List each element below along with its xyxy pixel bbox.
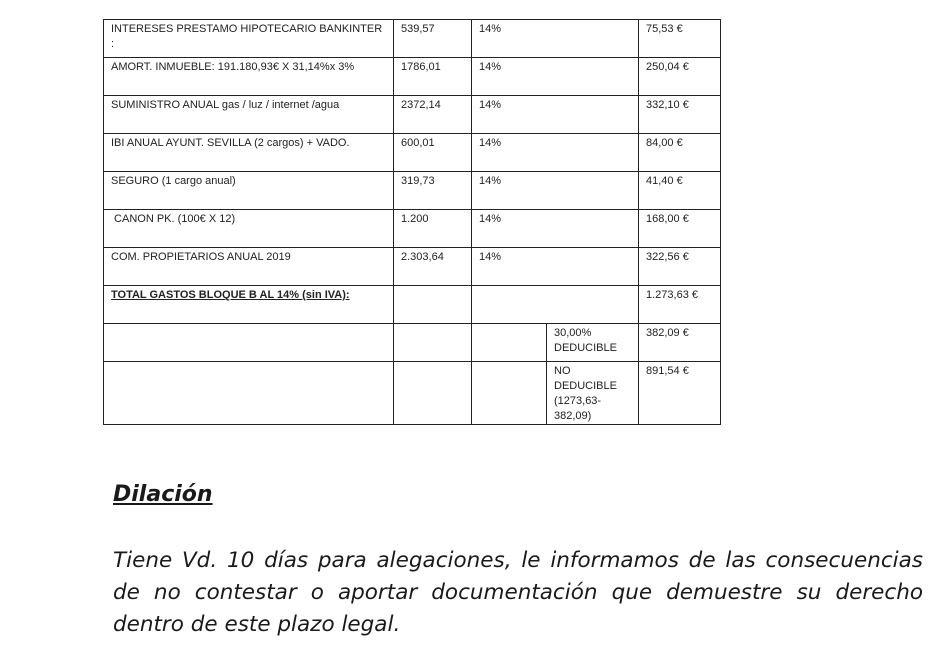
percent-cell: 14% — [472, 248, 639, 286]
body-paragraph: Tiene Vd. 10 días para alegaciones, le informamos de las consecuencias de no contestar o aportar documentación que demuestre su derecho dentro de este plazo legal. — [113, 548, 923, 637]
total-label: TOTAL GASTOS BLOQUE B AL 14% (sin IVA): — [111, 289, 350, 301]
total-cell: 41,40 € — [639, 172, 721, 210]
deducible-row — [104, 324, 721, 362]
empty-subcell — [472, 324, 547, 361]
empty-cell — [394, 362, 472, 425]
amount-cell: 600,01 — [394, 134, 472, 172]
no-deducible-total-cell: 891,54 € — [639, 362, 721, 425]
concept-cell: INTERESES PRESTAMO HIPOTECARIO BANKINTER : — [104, 20, 394, 58]
table-row — [104, 134, 721, 172]
empty-cell — [104, 362, 394, 425]
no-deducible-split-cell — [472, 362, 639, 425]
deducible-split-cell — [472, 324, 639, 362]
amount-cell: 1.200 — [394, 210, 472, 248]
percent-cell: 14% — [472, 96, 639, 134]
concept-cell: AMORT. INMUEBLE: 191.180,93€ X 31,14%x 3% — [104, 58, 394, 96]
amount-cell: 539,57 — [394, 20, 472, 58]
total-cell: 84,00 € — [639, 134, 721, 172]
total-cell: 168,00 € — [639, 210, 721, 248]
deducible-label: 30,00% DEDUCIBLE — [554, 327, 617, 354]
concept-cell: IBI ANUAL AYUNT. SEVILLA (2 cargos) + VADO. — [104, 134, 394, 172]
table-row — [104, 248, 721, 286]
amount-cell: 319,73 — [394, 172, 472, 210]
percent-cell: 14% — [472, 172, 639, 210]
percent-cell: 14% — [472, 210, 639, 248]
no-deducible-row — [104, 362, 721, 425]
percent-cell: 14% — [472, 134, 639, 172]
no-deducible-label-line1: NO DEDUCIBLE — [554, 365, 617, 392]
table-row — [104, 210, 721, 248]
total-label-cell — [104, 286, 394, 324]
table-row — [104, 96, 721, 134]
expense-table — [103, 19, 721, 425]
empty-cell — [104, 324, 394, 362]
section-title: Dilación — [113, 482, 213, 507]
concept-cell: SUMINISTRO ANUAL gas / luz / internet /agua — [104, 96, 394, 134]
table-row — [104, 58, 721, 96]
empty-cell — [394, 324, 472, 362]
empty-subcell — [472, 362, 547, 424]
amount-cell: 2.303,64 — [394, 248, 472, 286]
table-row — [104, 172, 721, 210]
deducible-total-cell: 382,09 € — [639, 324, 721, 362]
concept-cell: COM. PROPIETARIOS ANUAL 2019 — [104, 248, 394, 286]
total-row — [104, 286, 721, 324]
no-deducible-label-line2: (1273,63-382,09) — [554, 395, 602, 422]
total-cell: 250,04 € — [639, 58, 721, 96]
amount-cell: 1786,01 — [394, 58, 472, 96]
empty-cell — [394, 286, 472, 324]
percent-cell: 14% — [472, 58, 639, 96]
total-cell: 322,56 € — [639, 248, 721, 286]
no-deducible-label — [547, 362, 638, 424]
grand-total-cell: 1.273,63 € — [639, 286, 721, 324]
percent-cell: 14% — [472, 20, 639, 58]
table-row — [104, 20, 721, 58]
total-cell: 332,10 € — [639, 96, 721, 134]
total-cell: 75,53 € — [639, 20, 721, 58]
amount-cell: 2372,14 — [394, 96, 472, 134]
concept-cell: CANON PK. (100€ X 12) — [104, 210, 394, 248]
empty-cell — [472, 286, 639, 324]
concept-cell: SEGURO (1 cargo anual) — [104, 172, 394, 210]
